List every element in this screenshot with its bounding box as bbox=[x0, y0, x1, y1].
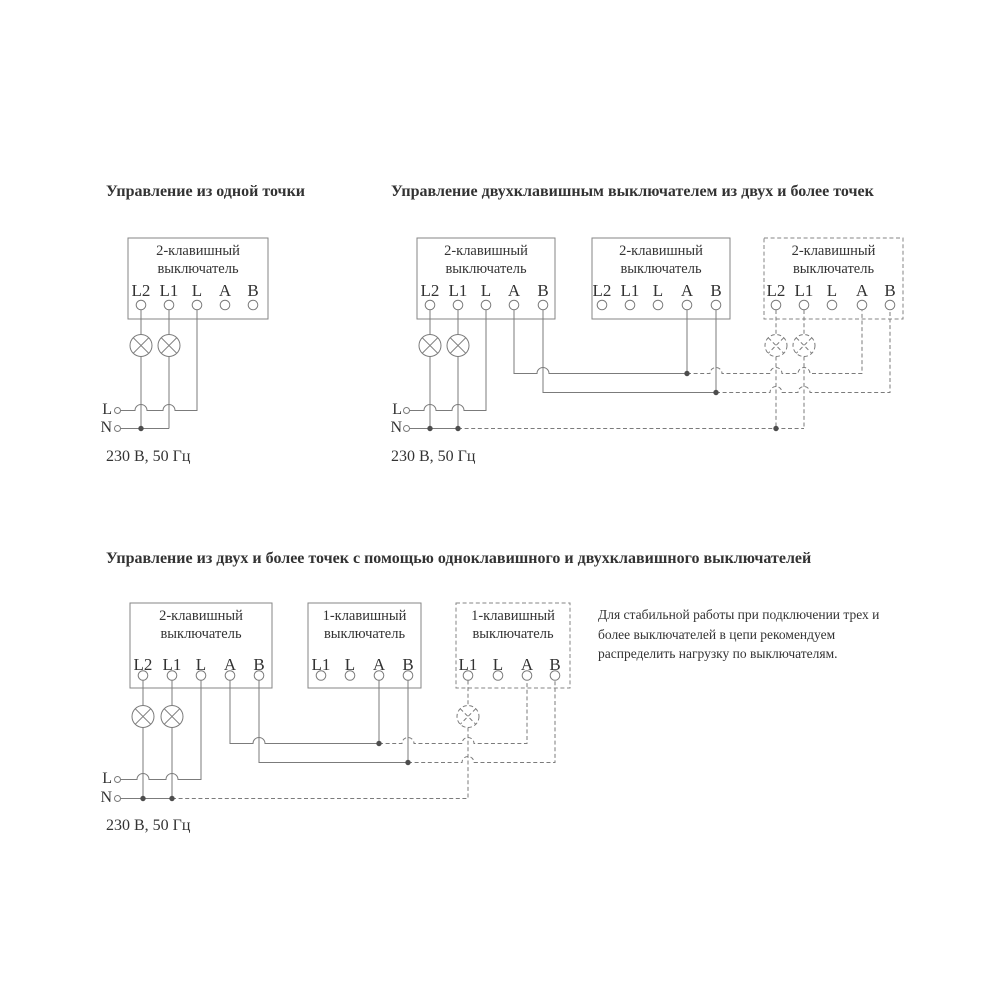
d2-a-line-solid bbox=[514, 310, 687, 374]
d3-sw3-terminal-a: A bbox=[520, 655, 534, 674]
d1-phase-source-terminal bbox=[115, 408, 121, 414]
d1-supply-label: 230 В, 50 Гц bbox=[106, 448, 191, 465]
d2-supply-label: 230 В, 50 Гц bbox=[391, 448, 476, 465]
d1-neutral-label: N bbox=[100, 419, 112, 436]
d2-phase-line bbox=[410, 310, 487, 411]
note-line3: распределить нагрузку по выключателям. bbox=[598, 646, 838, 661]
d1-sw1-terminal-a: A bbox=[218, 281, 232, 300]
d3-lamp-wires bbox=[143, 681, 172, 799]
d2-sw2-terminal-l: L bbox=[652, 281, 664, 300]
d3-phase-label: L bbox=[102, 770, 112, 787]
d3-phase-line bbox=[121, 681, 202, 780]
lamp-icon bbox=[130, 335, 152, 357]
d2-sw1-terminal-l: L bbox=[480, 281, 492, 300]
d2-sw3-terminal-l: L bbox=[826, 281, 838, 300]
d3-sw1-terminal-b: B bbox=[253, 655, 265, 674]
note-line1: Для стабильной работы при подключении трех и bbox=[598, 607, 880, 622]
diagram2-title: Управление двухклавишным выключателем из двух и более точек bbox=[391, 183, 874, 200]
d3-sw2-terminal-l: L bbox=[344, 655, 356, 674]
d2-switch1-name bbox=[417, 242, 555, 278]
d2-sw3-terminal-b: B bbox=[884, 281, 896, 300]
d3-sw2-terminal-b: B bbox=[402, 655, 414, 674]
lamp-icon bbox=[447, 335, 469, 357]
d2-sw1-terminal-l1: L1 bbox=[448, 281, 468, 300]
d3-sw1-terminal-l2: L2 bbox=[133, 655, 153, 674]
d3-a-line-solid bbox=[230, 681, 379, 744]
d2-sw2-terminal-a: A bbox=[680, 281, 694, 300]
d1-sw1-terminal-l2: L2 bbox=[131, 281, 151, 300]
d2-sw2-terminal-b: B bbox=[710, 281, 722, 300]
d2-neutral-label: N bbox=[390, 419, 402, 436]
d3-switch1-name bbox=[130, 607, 272, 643]
d1-switch1-terminal-circles bbox=[136, 300, 258, 310]
switch-name-line1: 2-клавишный bbox=[791, 243, 876, 259]
d2-neutral-source-terminal bbox=[404, 426, 410, 432]
d2-sw3-terminal-l2: L2 bbox=[766, 281, 786, 300]
d2-phase-label: L bbox=[392, 401, 402, 418]
d3-switch2-name bbox=[308, 607, 421, 643]
d1-sw1-terminal-l: L bbox=[191, 281, 203, 300]
d2-phase-source-terminal bbox=[404, 408, 410, 414]
d2-switch2-wires bbox=[687, 310, 716, 393]
switch-name-line2: выключатель bbox=[792, 261, 875, 277]
d3-switch3-name bbox=[456, 607, 570, 643]
switch-name-line2: выключатель bbox=[620, 261, 702, 277]
d2-b-line-solid bbox=[543, 310, 716, 393]
d3-sw1-terminal-a: A bbox=[223, 655, 237, 674]
switch-name-line2: выключатель bbox=[445, 261, 527, 277]
d2-terminal-circles bbox=[425, 300, 895, 310]
switch-name-line1: 2-клавишный bbox=[619, 243, 703, 259]
lamp-icon-dashed bbox=[457, 706, 479, 728]
lamp-icon-dashed bbox=[765, 335, 787, 357]
d1-switch1-name bbox=[128, 242, 268, 278]
lamp-icon-dashed bbox=[793, 335, 815, 357]
d3-note bbox=[598, 605, 879, 664]
d1-phase-line bbox=[121, 310, 198, 411]
switch-name-line2: выключатель bbox=[323, 626, 406, 642]
d3-sw1-terminal-l: L bbox=[195, 655, 207, 674]
lamp-icon bbox=[419, 335, 441, 357]
d3-supply-label: 230 В, 50 Гц bbox=[106, 817, 191, 834]
switch-name-line1: 2-клавишный bbox=[159, 608, 243, 624]
diagram1-title: Управление из одной точки bbox=[106, 183, 306, 200]
d3-neutral-source-terminal bbox=[115, 796, 121, 802]
d3-b-line-solid bbox=[259, 681, 408, 763]
d2-sw3-terminal-l1: L1 bbox=[794, 281, 814, 300]
d1-neutral-source-terminal bbox=[115, 426, 121, 432]
note-line2: более выключателей в цепи рекомендуем bbox=[598, 626, 836, 642]
d3-b-line-dashed bbox=[408, 681, 555, 763]
d2-sw1-terminal-a: A bbox=[507, 281, 521, 300]
switch-name-line2: выключатель bbox=[472, 626, 554, 642]
d3-sw3-terminal-l: L bbox=[492, 655, 504, 674]
d3-sw3-terminal-l1: L1 bbox=[458, 655, 478, 674]
switch-name-line1: 1-клавишный bbox=[471, 608, 555, 624]
d3-a-line-dashed bbox=[379, 681, 527, 744]
d3-sw1-terminal-l1: L1 bbox=[162, 655, 182, 674]
d1-sw1-terminal-b: B bbox=[247, 281, 259, 300]
d2-sw1-terminal-l2: L2 bbox=[420, 281, 440, 300]
d2-b-line-dashed bbox=[716, 310, 890, 393]
d2-junction-dots bbox=[427, 371, 778, 431]
d1-phase-label: L bbox=[102, 401, 112, 418]
d3-switch2-wires bbox=[379, 681, 408, 763]
switch-name-line1: 1-клавишный bbox=[322, 608, 407, 624]
d2-sw3-terminal-a: A bbox=[855, 281, 869, 300]
junction-dot bbox=[138, 426, 143, 431]
d3-junction-dots bbox=[140, 741, 410, 801]
d2-sw2-terminal-l1: L1 bbox=[620, 281, 640, 300]
diagram3-title: Управление из двух и более точек с помощью одноклавишного и двухклавишного выключателей bbox=[106, 550, 812, 567]
d3-neutral-label: N bbox=[100, 789, 112, 806]
d2-switch3-name bbox=[764, 242, 903, 278]
switch-name-line1: 2-клавишный bbox=[444, 243, 528, 259]
d2-sw1-terminal-b: B bbox=[537, 281, 549, 300]
lamp-icon bbox=[158, 335, 180, 357]
d3-sw2-terminal-a: A bbox=[372, 655, 386, 674]
d2-switch2-name bbox=[592, 242, 730, 278]
d3-sw2-terminal-l1: L1 bbox=[311, 655, 331, 674]
d3-sw3-terminal-b: B bbox=[549, 655, 561, 674]
lamp-icon bbox=[161, 706, 183, 728]
d1-sw1-terminal-l1: L1 bbox=[159, 281, 179, 300]
switch-name-line2: выключатель bbox=[157, 261, 239, 277]
lamp-icon bbox=[132, 706, 154, 728]
d3-phase-source-terminal bbox=[115, 777, 121, 783]
d2-a-line-dashed bbox=[687, 310, 862, 374]
switch-name-line2: выключатель bbox=[160, 626, 242, 642]
d2-sw2-terminal-l2: L2 bbox=[592, 281, 612, 300]
switch-name-line1: 2-клавишный bbox=[156, 243, 240, 259]
